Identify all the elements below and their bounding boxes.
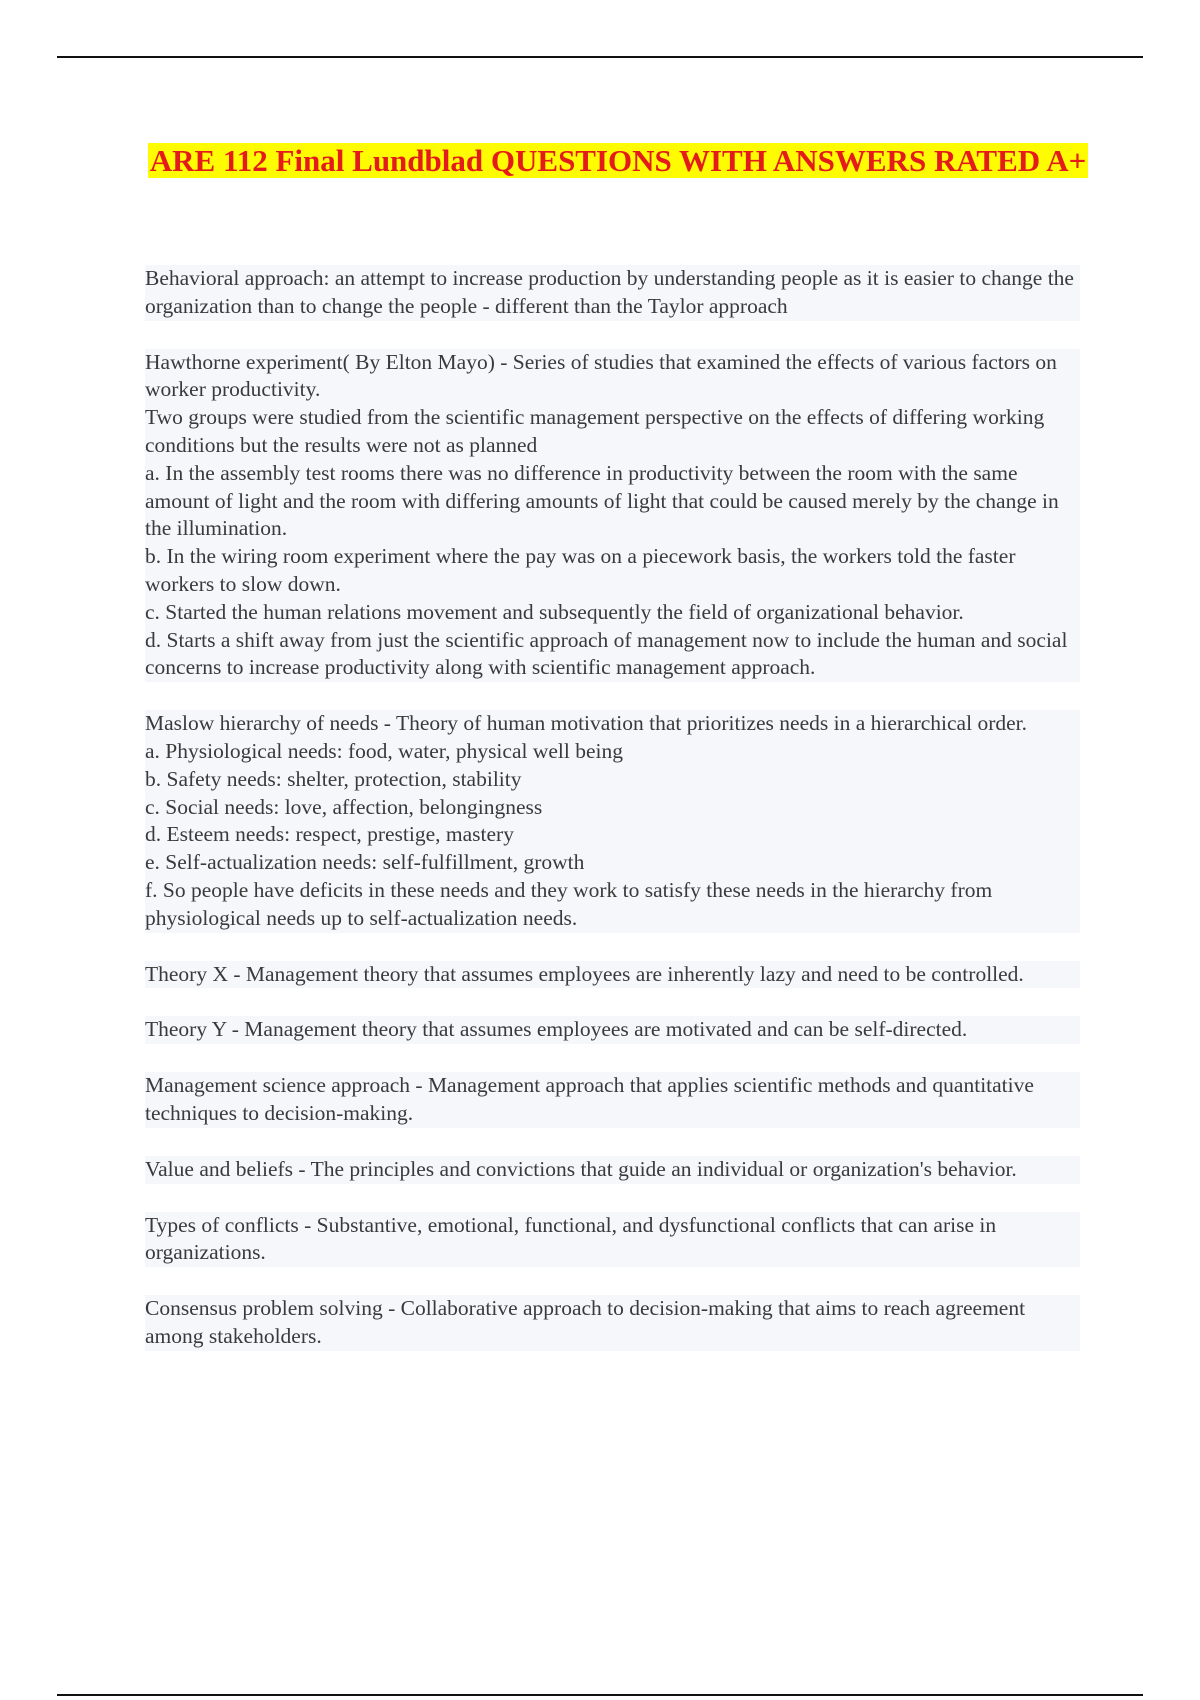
- entry-line: Consensus problem solving - Collaborative approach to decision-making that aims to reach agreement among stakeholders.: [145, 1296, 1026, 1348]
- entry-line: a. Physiological needs: food, water, physical well being: [145, 738, 623, 763]
- entry-line: Two groups were studied from the scientific management perspective on the effects of differing working conditions but the results were not as planned: [145, 405, 1045, 457]
- entry-line: Maslow hierarchy of needs - Theory of human motivation that prioritizes needs in a hierarchical order.: [145, 711, 1028, 736]
- qa-entry: [145, 1016, 1080, 1044]
- entry-line: c. Social needs: love, affection, belongingness: [145, 794, 543, 819]
- entry-line: f. So people have deficits in these needs and they work to satisfy these needs in the hierarchy from physiological needs up to self-actualization needs.: [145, 877, 993, 930]
- entry-line: d. Esteem needs: respect, prestige, mastery: [145, 822, 514, 847]
- qa-entry: [145, 961, 1080, 989]
- qa-entry: [145, 1295, 1080, 1351]
- entry-line: e. Self-actualization needs: self-fulfillment, growth: [145, 850, 585, 875]
- entry-line: d. Starts a shift away from just the scientific approach of management now to include the human and social concerns to increase productivity along with scientific management approach.: [145, 627, 1068, 680]
- entry-line: Types of conflicts - Substantive, emotional, functional, and dysfunctional conflicts that can arise in organizations.: [145, 1212, 997, 1265]
- entry-line: Theory X - Management theory that assumes employees are inherently lazy and need to be controlled.: [145, 961, 1024, 986]
- bottom-rule: [57, 1694, 1143, 1696]
- qa-entry: [145, 265, 1080, 321]
- entry-line: Behavioral approach: an attempt to increase production by understanding people as it is easier to change the organization than to change the people - different than the Taylor approach: [145, 266, 1074, 318]
- qa-entry: [145, 1072, 1080, 1128]
- qa-entry: [145, 1156, 1080, 1184]
- entry-line: Management science approach - Management approach that applies scientific methods and quantitative techniques to decision-making.: [145, 1073, 1034, 1125]
- qa-entry: [145, 349, 1080, 683]
- document-title: [146, 140, 1090, 181]
- top-rule: [57, 56, 1143, 58]
- entry-line: Value and beliefs - The principles and convictions that guide an individual or organization's behavior.: [145, 1156, 1017, 1181]
- entry-line: a. In the assembly test rooms there was no difference in productivity between the room with the same amount of light and the room with differing amounts of light that could be caused merely by the change in the illumination.: [145, 460, 1059, 541]
- entry-line: b. In the wiring room experiment where the pay was on a piecework basis, the workers told the faster workers to slow down.: [145, 544, 1016, 596]
- document-body: [145, 265, 1080, 1379]
- qa-entry: [145, 710, 1080, 932]
- entry-line: b. Safety needs: shelter, protection, stability: [145, 766, 522, 791]
- entry-line: Theory Y - Management theory that assumes employees are motivated and can be self-directed.: [145, 1017, 968, 1042]
- qa-entry: [145, 1212, 1080, 1268]
- entry-line: Hawthorne experiment( By Elton Mayo) - Series of studies that examined the effects of various factors on worker productivity.: [145, 349, 1057, 402]
- entry-line: c. Started the human relations movement and subsequently the field of organizational behavior.: [145, 599, 964, 624]
- title-highlight: ARE 112 Final Lundblad QUESTIONS WITH ANSWERS RATED A+: [149, 143, 1087, 178]
